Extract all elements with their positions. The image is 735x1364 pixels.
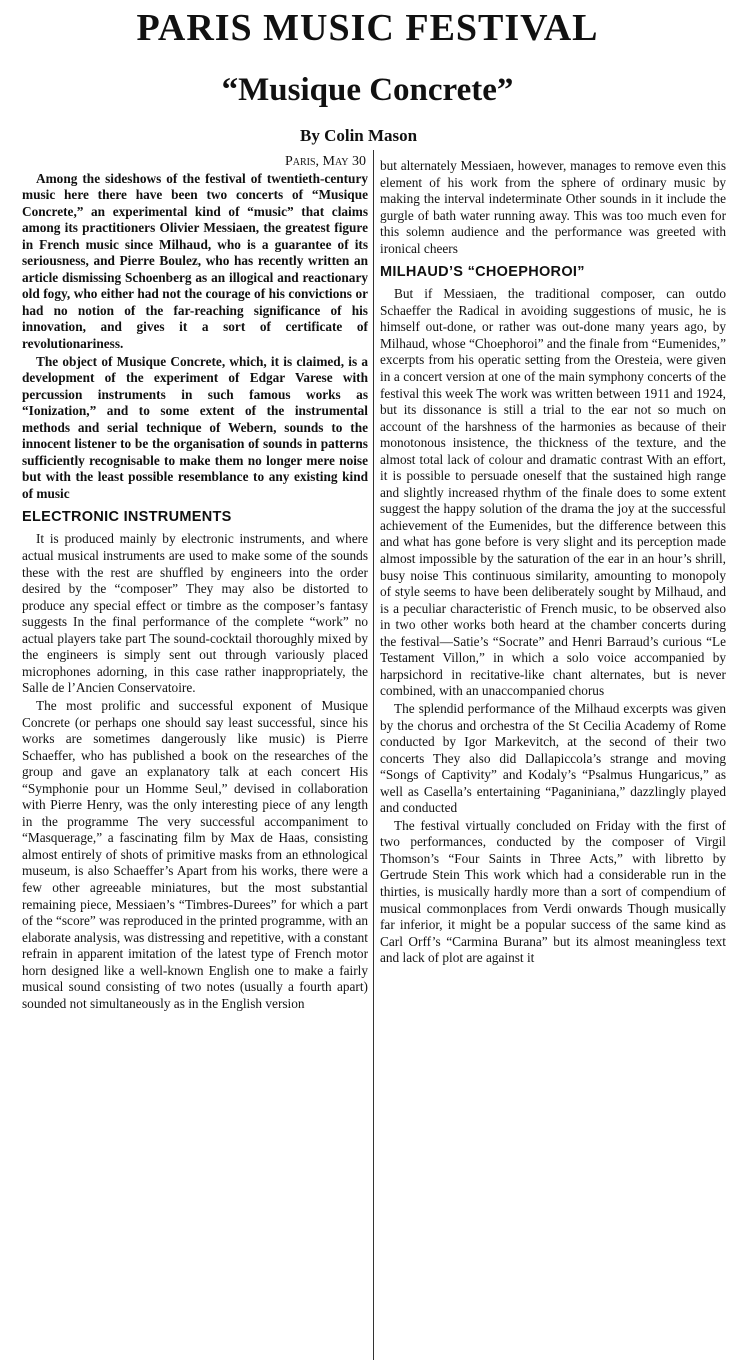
article-paragraph-5: but alternately Messiaen, however, manages to remove even this element of his work from the sphere of ordinary music by making the interval indeterminate Other sounds in it include the gurgle of bath water running away. This was too much even for this solemn audience and the performance was greeted with ironical cheers: [380, 158, 726, 256]
article-paragraph-8: The festival virtually concluded on Friday with the first of two performances, conducted by the composer of Virgil Thomson’s “Four Saints in Three Acts,” with libretto by Gertrude Stein This work which had a considerable run in the thirties, is musically hardly more than a sort of compendium of musical commonplaces from Verdi onwards Though musically far inferior, it might be a popular success of the same kind as Carl Orff’s “Carmina Burana” but its almost meaningless text and lack of plot are against it: [380, 817, 726, 966]
section-heading-electronic-instruments: ELECTRONIC INSTRUMENTS: [22, 509, 232, 526]
right-column: [380, 158, 726, 968]
left-column: [22, 154, 368, 1013]
column-divider: [373, 150, 374, 1360]
byline: By Colin Mason: [300, 126, 418, 145]
article-paragraph-3: It is produced mainly by electronic instruments, and where actual musical instruments are used to make some of the sounds these with the rest are shuffled by engineers into the order desired by the “composer” They may also be distorted to produce any special effect or timbre as the composer’s fantasy suggests In the final performance of the complete “work” no actual players take part The sound-cocktail thoroughly mixed by the engineers is simply sent out through variously placed microphones adorning, in this case rather inappropriately, the Salle de l’Ancien Conservatoire.: [22, 531, 368, 696]
article-paragraph-7: The splendid performance of the Milhaud excerpts was given by the chorus and orchestra of the St Cecilia Academy of Rome conducted by Igor Markevitch, at the second of their two concerts They also did Dallapiccola’s strange and moving “Songs of Captivity” and Kodaly’s “Psalmus Hungaricus,” as well as Casella’s entertaining “Paganiniana,” dazzlingly played and conducted: [380, 700, 726, 816]
headline: PARIS MUSIC FESTIVAL: [136, 7, 599, 49]
subheadline: “Musique Concrete”: [221, 72, 514, 108]
dateline: Paris, May 30: [284, 154, 366, 169]
article-paragraph-6: But if Messiaen, the traditional composer, can outdo Schaeffer the Radical in avoiding suggestions of music, he is himself out-done, or rather was out-done many years ago, by Milhaud, whose “Choephoroi” and the finale from “Eumenides,” excerpts from his operatic setting from the Oresteia, were given in a concert version at one of the main symphony concerts of the festival this week The work was written between 1911 and 1924, but its dissonance is still a trial to the ear not so much on account of the harshness of the harmonies as because of their monotonous insistence, the thickness of the texture, and the almost total lack of colour and dramatic contrast With an effort, it is possible to persuade oneself that the sustained high range and slightly increased rhythm of the finale does to some extent suggest the happy solution of the drama the joy at the successful achievement of the Eumenides, but the difference between this and what has gone before is very slight and its perception made almost impossible by the saturation of the ear in an hour’s shrill, busy noise This continuous similarity, amounting to monopoly of style seems to have been deliberately sought by Milhaud, and is a peculiar characteristic of French music, to be observed also in two other works both heard at the chamber concerts during the festival—Satie’s “Socrate” and Henri Barraud’s curious “Le Testament Villon,” in which a solo voice accompanied by harpsichord in recitative-like chant alternates, but is never combined, with an unaccompanied chorus: [380, 286, 726, 699]
article-paragraph-1: Among the sideshows of the festival of twentieth-century music here there have been two concerts of “Musique Concrete,” an experimental kind of “music” that claims among its practitioners Olivier Messiaen, the greatest figure in French music since Milhaud, who is a guarantee of its seriousness, and Pierre Boulez, who has recently written an article dismissing Schoenberg as an illogical and reactionary old fogy, who either had not the courage of his convictions or had no notion of the far-reaching significance of his innovation, and gives it a sort of certificate of revolutionariness.: [22, 170, 368, 352]
article-paragraph-2: The object of Musique Concrete, which, it is claimed, is a development of the experiment of Edgar Varese with percussion instruments in such famous works as “Ionization,” and to some extent of the instrumental methods and serial technique of Webern, sounds to the innocent listener to be the organisation of sounds in patterns sufficiently recognisable to make them no longer mere noise but with the least possible resemblance to any existing kind of music: [22, 353, 368, 501]
article-paragraph-4: The most prolific and successful exponent of Musique Concrete (or perhaps one should say least successful, since his works are sometimes dangerously like music) is Pierre Schaeffer, who has published a book on the researches of the group and gave an explanatory talk at each concert His “Symphonie pour un Homme Seul,” devised in collaboration with Pierre Henry, was the only interesting piece of any length in the programme The very successful accompaniment to “Masquerage,” a fascinating film by Max de Haas, consisting almost entirely of shots of primitive masks from an ethnological museum, is also Schaeffer’s Apart from his works, there were a few other agreeable miniatures, but the most substantial remaining piece, Messiaen’s “Timbres-Durees” for which a part of the “score” was reproduced in the printed programme, with an elaborate analysis, was distressing and repetitive, with a constant refrain in apparent imitation of the latest type of French motor horn designed like a well-known English one to make a fairly musical sound consisting of two notes (usually a fourth apart) sounded not simultaneously as in the English version: [22, 697, 368, 1011]
section-heading-milhaud-choephoroi: MILHAUD’S “CHOEPHOROI”: [380, 264, 585, 281]
